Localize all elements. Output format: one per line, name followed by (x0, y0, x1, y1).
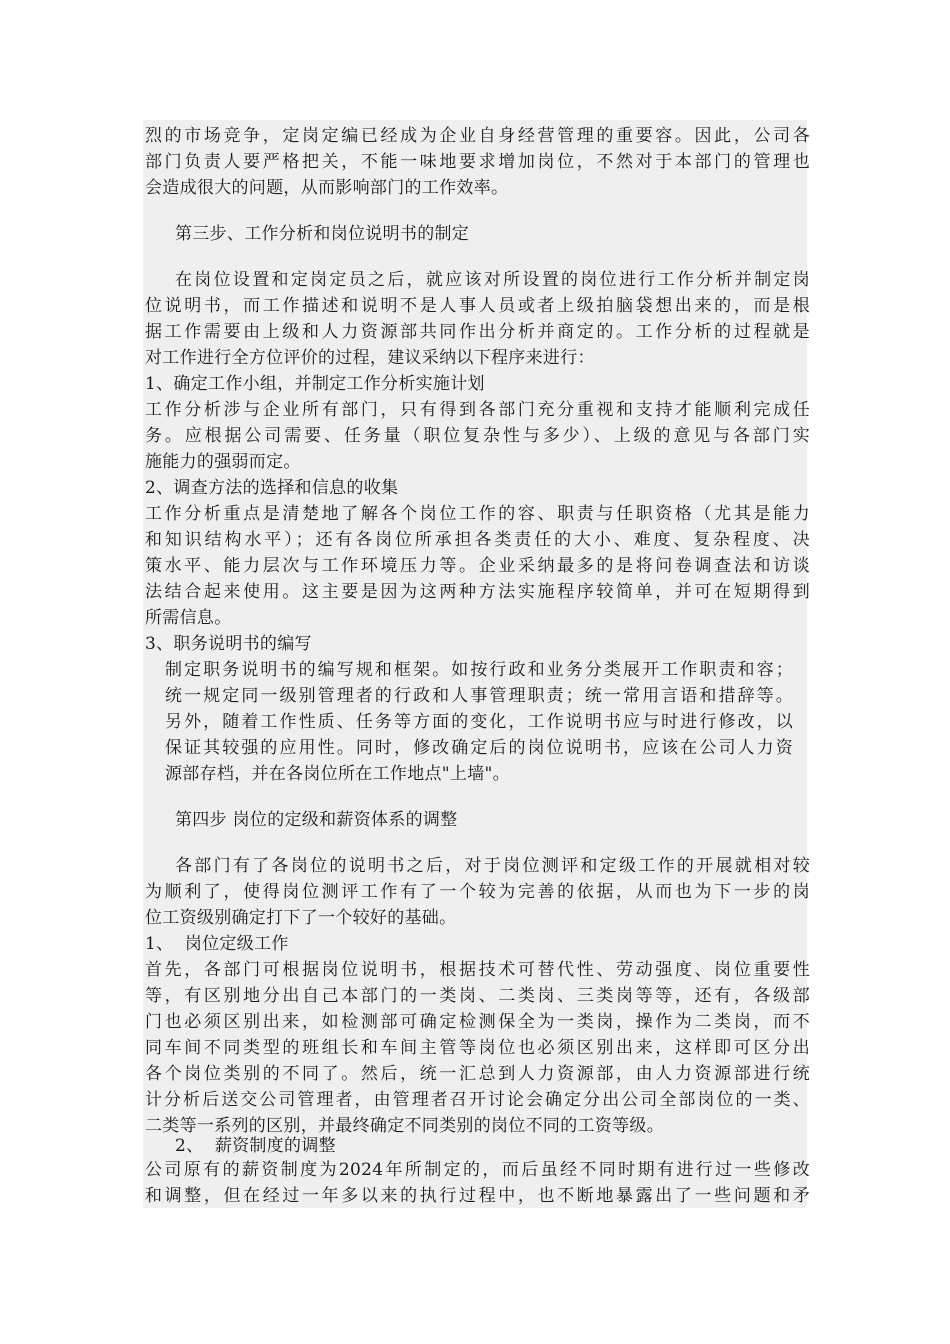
text-line: 工作分析重点是清楚地了解各个岗位工作的容、职责与任职资格（尤其是能力 (145, 504, 810, 524)
list-heading: 2、 薪资制度的调整 (175, 1136, 336, 1156)
text-line: 同车间不同类型的班组长和车间主管等岗位也必须区别出来，这样即可区分出 (145, 1038, 810, 1058)
text-line: 各个岗位类别的不同了。然后，统一汇总到人力资源部，由人力资源部进行统 (145, 1064, 810, 1084)
text-line: 保证其较强的应用性。同时，修改确定后的岗位说明书，应该在公司人力资 (165, 738, 793, 758)
text-line: 统一规定同一级别管理者的行政和人事管理职责；统一常用言语和措辞等。 (165, 686, 793, 706)
text-line: 和知识结构水平）；还有各岗位所承担各类责任的大小、难度、复杂程度、决 (145, 530, 810, 550)
text-line: 位说明书，而工作描述和说明不是人事人员或者上级拍脑袋想出来的，而是根 (145, 296, 810, 316)
text-line: 对工作进行全方位评价的过程，建议采纳以下程序来进行： (145, 348, 595, 368)
text-line: 门也必须区别出来，如检测部可确定检测保全为一类岗，操作为二类岗，而不 (145, 1012, 810, 1032)
text-line: 首先，各部门可根据岗位说明书，根据技术可替代性、劳动强度、岗位重要性 (145, 960, 810, 980)
text-line: 务。应根据公司需要、任务量（职位复杂性与多少）、上级的意见与各部门实 (145, 426, 810, 446)
text-line: 策水平、能力层次与工作环境压力等。企业采纳最多的是将问卷调查法和访谈 (145, 556, 810, 576)
text-line: 各部门有了各岗位的说明书之后，对于岗位测评和定级工作的开展就相对较 (175, 856, 810, 876)
list-heading: 3、职务说明书的编写 (145, 634, 312, 654)
text-line: 二类等一系列的区别，并最终确定不同类别的岗位不同的工资等级。 (145, 1116, 664, 1136)
text-line: 等，有区别地分出自己本部门的一类岗、二类岗、三类岗等等，还有，各级部 (145, 986, 810, 1006)
text-line: 施能力的强弱而定。 (145, 452, 301, 472)
text-line: 另外，随着工作性质、任务等方面的变化，工作说明书应与时进行修改，以 (165, 712, 793, 732)
text-line: 计分析后送交公司管理者，由管理者召开讨论会确定分出公司全部岗位的一类、 (145, 1090, 810, 1110)
list-heading: 2、调查方法的选择和信息的收集 (145, 478, 399, 498)
text-line: 会造成很大的问题，从而影响部门的工作效率。 (145, 178, 509, 198)
text-line: 公司原有的薪资制度为2024年所制定的，而后虽经不同时期有进行过一些修改 (145, 1160, 810, 1180)
list-heading: 1、 岗位定级工作 (145, 934, 289, 954)
text-line: 工作分析涉与企业所有部门，只有得到各部门充分重视和支持才能顺利完成任 (145, 400, 810, 420)
text-line: 为顺利了，使得岗位测评工作有了一个较为完善的依据，从而也为下一步的岗 (145, 882, 810, 902)
section-heading: 第三步、工作分析和岗位说明书的制定 (175, 224, 470, 244)
text-line: 烈的市场竞争，定岗定编已经成为企业自身经营管理的重要容。因此，公司各 (145, 126, 810, 146)
text-line: 法结合起来使用。这主要是因为这两种方法实施程序较简单，并可在短期得到 (145, 582, 810, 602)
text-line: 部门负责人要严格把关，不能一味地要求增加岗位，不然对于本部门的管理也 (145, 152, 810, 172)
text-line: 所需信息。 (145, 608, 232, 628)
text-line: 位工资级别确定打下了一个较好的基础。 (145, 908, 457, 928)
text-line: 源部存档，并在各岗位所在工作地点"上墙"。 (165, 764, 510, 784)
text-line: 和调整，但在经过一年多以来的执行过程中，也不断地暴露出了一些问题和矛 (145, 1186, 810, 1206)
section-heading: 第四步 岗位的定级和薪资体系的调整 (175, 810, 458, 830)
list-heading: 1、确定工作小组，并制定工作分析实施计划 (145, 374, 485, 394)
text-line: 在岗位设置和定岗定员之后，就应该对所设置的岗位进行工作分析并制定岗 (175, 270, 810, 290)
text-line: 制定职务说明书的编写规和框架。如按行政和业务分类展开工作职责和容； (165, 660, 793, 680)
text-line: 据工作需要由上级和人力资源部共同作出分析并商定的。工作分析的过程就是 (145, 322, 810, 342)
